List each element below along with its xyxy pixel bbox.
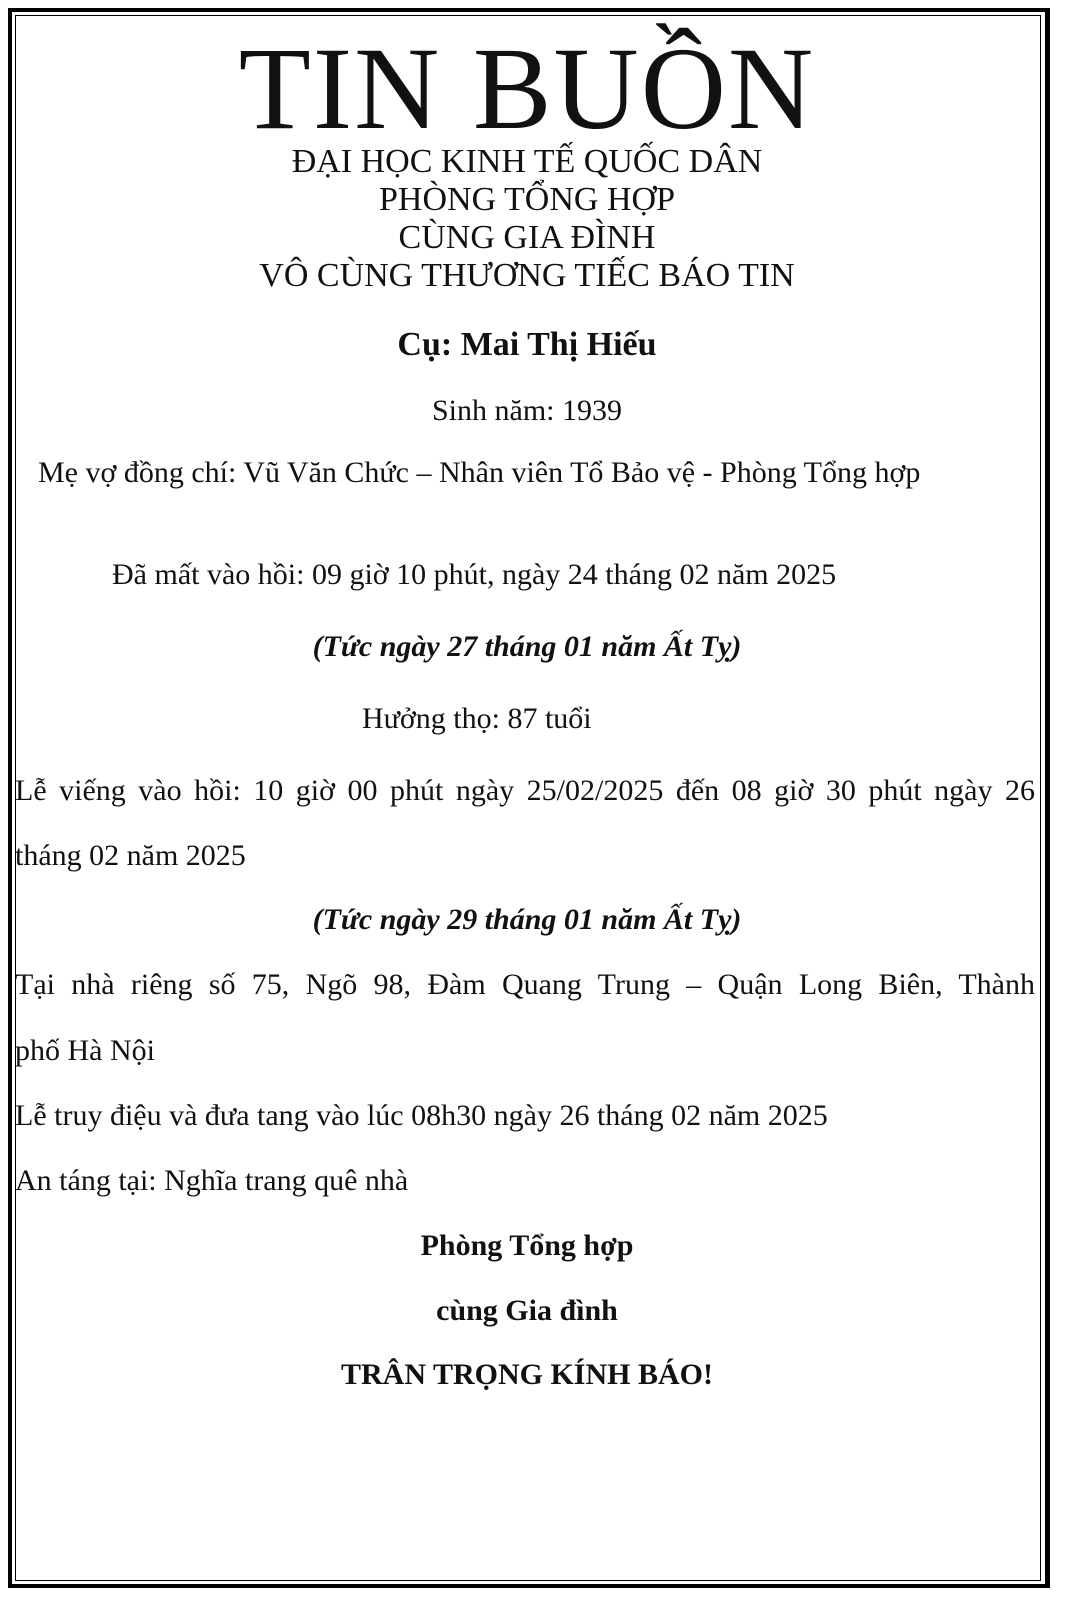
signature-department: Phòng Tổng hợp <box>420 1229 634 1262</box>
memorial-time: Lễ truy điệu và đưa tang vào lúc 08h30 ngày 26 tháng 02 năm 2025 <box>15 1099 828 1132</box>
address-line-1: Tại nhà riêng số 75, Ngõ 98, Đàm Quang Trung – Quận Long Biên, Thành <box>15 968 1035 1001</box>
viewing-time-line-2: tháng 02 năm 2025 <box>15 839 246 872</box>
birth-year: Sinh năm: 1939 <box>431 394 622 427</box>
age-line: Hưởng thọ: 87 tuổi <box>362 702 592 735</box>
header-line-announce: VÔ CÙNG THƯƠNG TIẾC BÁO TIN <box>259 257 795 294</box>
address-line-2: phố Hà Nội <box>15 1034 155 1067</box>
deceased-name: Cụ: Mai Thị Hiếu <box>397 326 657 363</box>
death-lunar-date: (Tức ngày 27 tháng 01 năm Ất Tỵ) <box>312 630 742 663</box>
closing-announcement: TRÂN TRỌNG KÍNH BÁO! <box>341 1358 713 1391</box>
relation-line: Mẹ vợ đồng chí: Vũ Văn Chức – Nhân viên Tổ Bảo vệ - Phòng Tổng hợp <box>38 456 921 489</box>
burial-place: An táng tại: Nghĩa trang quê nhà <box>15 1164 409 1197</box>
death-time: Đã mất vào hồi: 09 giờ 10 phút, ngày 24 tháng 02 năm 2025 <box>112 558 837 591</box>
viewing-lunar-date: (Tức ngày 29 tháng 01 năm Ất Tỵ) <box>312 903 742 936</box>
header-line-family: CÙNG GIA ĐÌNH <box>398 219 656 256</box>
viewing-time-line-1: Lễ viếng vào hồi: 10 giờ 00 phút ngày 25/02/2025 đến 08 giờ 30 phút ngày 26 <box>15 774 1035 807</box>
notice-title: TIN BUỒN <box>238 23 816 154</box>
signature-family: cùng Gia đình <box>436 1294 618 1327</box>
header-line-department: PHÒNG TỔNG HỢP <box>379 181 675 218</box>
header-line-university: ĐẠI HỌC KINH TẾ QUỐC DÂN <box>291 143 763 180</box>
